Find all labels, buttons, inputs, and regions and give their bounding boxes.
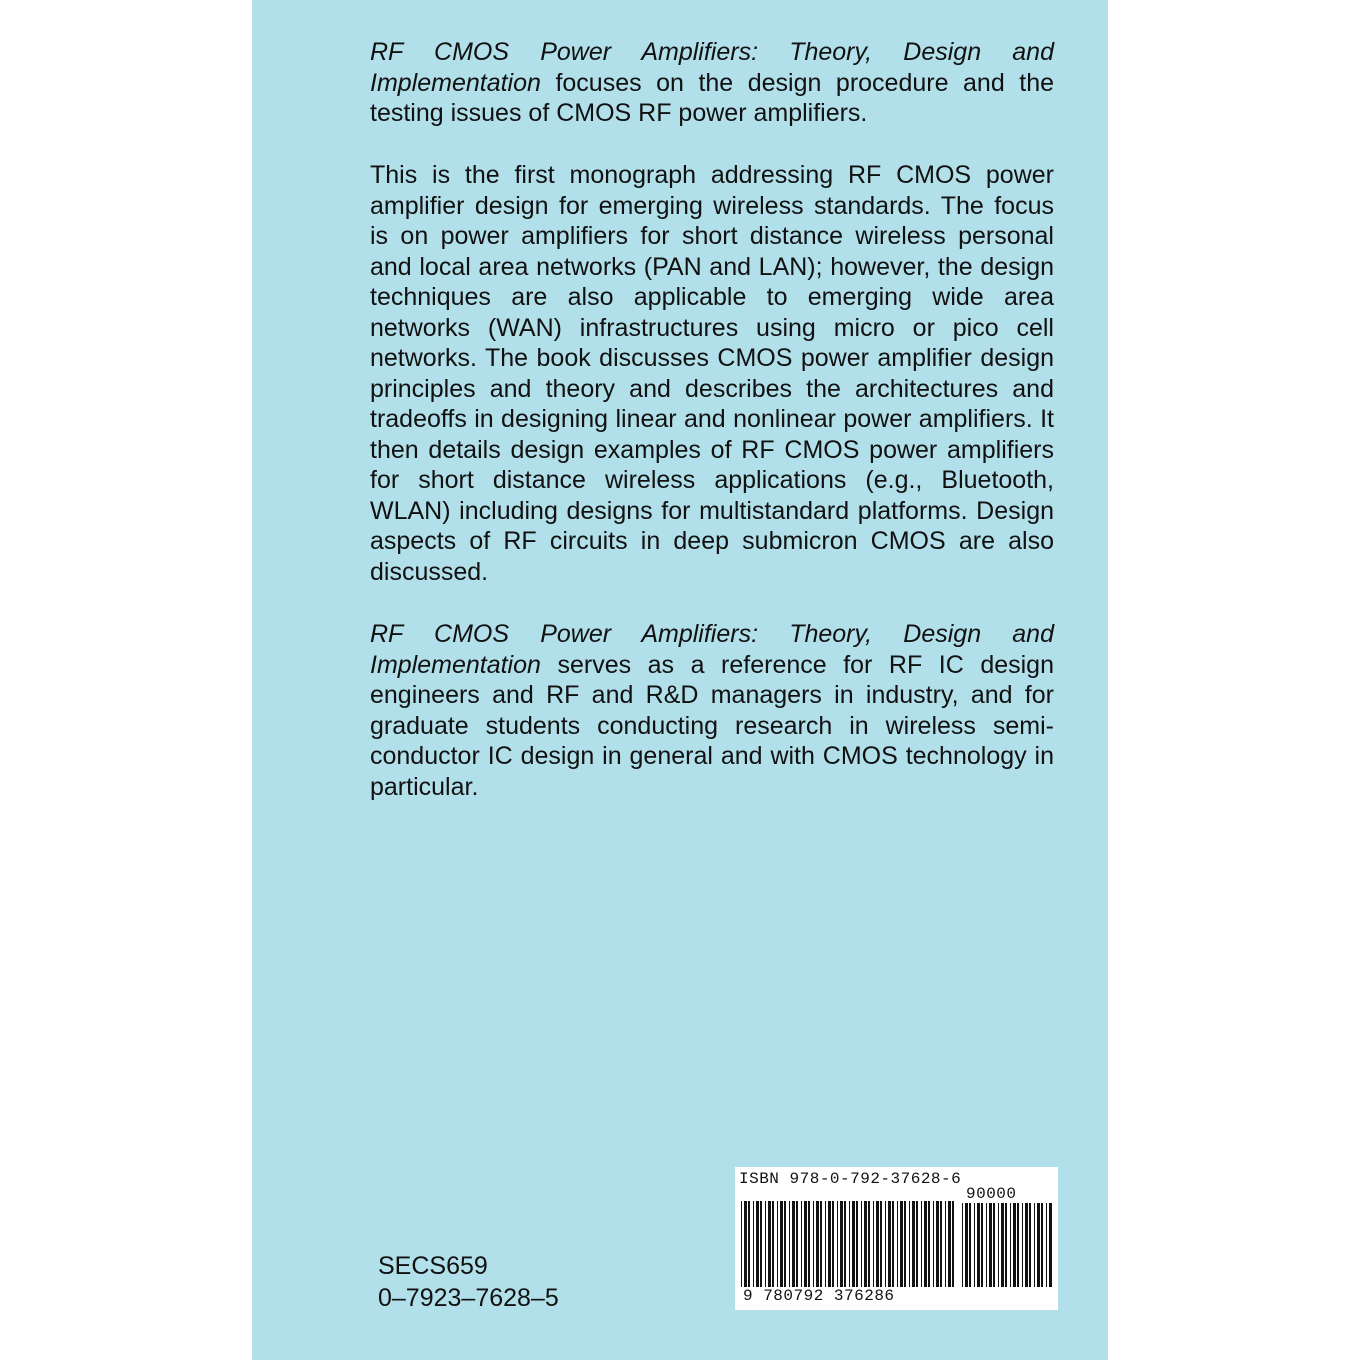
isbn10-code: 0–7923–7628–5 (378, 1284, 559, 1312)
ean-bar (837, 1201, 838, 1287)
ean-bar (940, 1201, 942, 1287)
ean-bar (892, 1201, 894, 1287)
ean-bar (933, 1201, 934, 1287)
ean-bar (888, 1201, 891, 1287)
ean-bar (780, 1201, 783, 1287)
addon-bar (1001, 1203, 1004, 1287)
addon-bar (989, 1203, 992, 1287)
ean-bar (948, 1201, 951, 1287)
ean-bar (868, 1201, 870, 1287)
addon-barcode (960, 1203, 1054, 1287)
addon-bar (1037, 1203, 1040, 1287)
addon-bar (1017, 1203, 1019, 1287)
audience-paragraph (370, 619, 1054, 802)
ean-bar (952, 1201, 954, 1287)
addon-bar (965, 1203, 968, 1287)
ean-bar (909, 1201, 910, 1287)
addon-bar (1049, 1203, 1052, 1287)
series-code: SECS659 (378, 1252, 488, 1280)
isbn-label: ISBN 978-0-792-37628-6 (739, 1170, 962, 1188)
addon-bar (962, 1203, 963, 1287)
description-text: This is the first monograph addressing RF CMOS power amplifier design for emerging wireless standards. The focus is on power amplifiers for short distance wireless personal and local area networks (PAN and LAN); however, the design techniques are also applicable to emerging wide area networks (WAN) infrastructures using micro or pico cell networks. The book discusses CMOS power amplifier design principles and theory and describes the architectures and tradeoffs in designing linear and nonlinear power amplifiers. It then details design examples of RF CMOS power amplifiers for short distance wireless applications (e.g., Bluetooth, WLAN) including designs for multistandard platforms. Design aspects of RF circuits in deep submicron CMOS are also discussed. (370, 161, 1054, 586)
ean-bar (765, 1201, 766, 1287)
ean-bar (912, 1201, 915, 1287)
intro-text: focuses on the design procedure and the testing issues of CMOS RF power amplifiers. (370, 68, 1054, 127)
ean-digits: 9 780792 376286 (743, 1287, 895, 1305)
addon-bar (1005, 1203, 1007, 1287)
ean-bar (856, 1201, 858, 1287)
ean-bar (808, 1201, 810, 1287)
ean-bar (832, 1201, 834, 1287)
ean-bar (897, 1201, 898, 1287)
ean-bar (828, 1201, 831, 1287)
ean-bar (772, 1201, 774, 1287)
ean-bar (880, 1201, 882, 1287)
ean-bar (840, 1201, 843, 1287)
ean-bar (885, 1201, 886, 1287)
addon-bar (1025, 1203, 1028, 1287)
addon-bar (969, 1203, 971, 1287)
ean-bar (928, 1201, 930, 1287)
ean-bar (825, 1201, 826, 1287)
ean-bar (804, 1201, 807, 1287)
catalog-codes (378, 1250, 559, 1314)
ean-bar (768, 1201, 771, 1287)
ean-bar (873, 1201, 874, 1287)
addon-bar (993, 1203, 995, 1287)
addon-bar (998, 1203, 999, 1287)
book-title-italic: RF CMOS Power Amplifiers: Theory, Design and Implementation (370, 38, 1054, 97)
ean-bar (844, 1201, 846, 1287)
ean-bar (796, 1201, 798, 1287)
ean-bar (756, 1201, 759, 1287)
ean-bar (784, 1201, 786, 1287)
ean-bar (813, 1201, 814, 1287)
addon-bar (977, 1203, 980, 1287)
price-addon-digits: 90000 (966, 1185, 1017, 1203)
intro-paragraph (370, 37, 1054, 129)
book-title-italic-2: RF CMOS Power Amplifiers: Theory, Design and Implementation (370, 620, 1054, 679)
addon-bar (1013, 1203, 1016, 1287)
ean-bar (792, 1201, 795, 1287)
ean-bar (777, 1201, 778, 1287)
ean-bar (849, 1201, 850, 1287)
addon-bar (1010, 1203, 1011, 1287)
ean-bar (741, 1201, 742, 1287)
addon-bar (974, 1203, 975, 1287)
ean-bar (921, 1201, 922, 1287)
ean-bar (744, 1201, 747, 1287)
addon-bar (1034, 1203, 1035, 1287)
description-paragraph (370, 160, 1054, 587)
ean-bar (801, 1201, 802, 1287)
barcode-panel (735, 1167, 1058, 1310)
ean-barcode (735, 1201, 957, 1287)
ean-bar (864, 1201, 867, 1287)
ean-bar (789, 1201, 790, 1287)
ean-bar (820, 1201, 822, 1287)
ean-bar (900, 1201, 903, 1287)
ean-bar (816, 1201, 819, 1287)
ean-bar (852, 1201, 855, 1287)
addon-bar (986, 1203, 987, 1287)
addon-bar (981, 1203, 983, 1287)
ean-bar (936, 1201, 939, 1287)
ean-bar (748, 1201, 750, 1287)
addon-bar (1029, 1203, 1031, 1287)
addon-bar (1046, 1203, 1047, 1287)
ean-bar (904, 1201, 906, 1287)
addon-bar (1022, 1203, 1023, 1287)
ean-bar (924, 1201, 927, 1287)
audience-text: serves as a reference for RF IC design engineers and RF and R&D managers in industry, and for graduate students conducting research in wireless semiconductor IC design in general and with CMOS technology in particular. (370, 650, 1054, 801)
addon-bar (1041, 1203, 1043, 1287)
ean-bar (861, 1201, 862, 1287)
ean-bar (876, 1201, 879, 1287)
ean-bar (760, 1201, 762, 1287)
ean-bar (945, 1201, 946, 1287)
ean-bar (916, 1201, 918, 1287)
ean-bar (753, 1201, 754, 1287)
